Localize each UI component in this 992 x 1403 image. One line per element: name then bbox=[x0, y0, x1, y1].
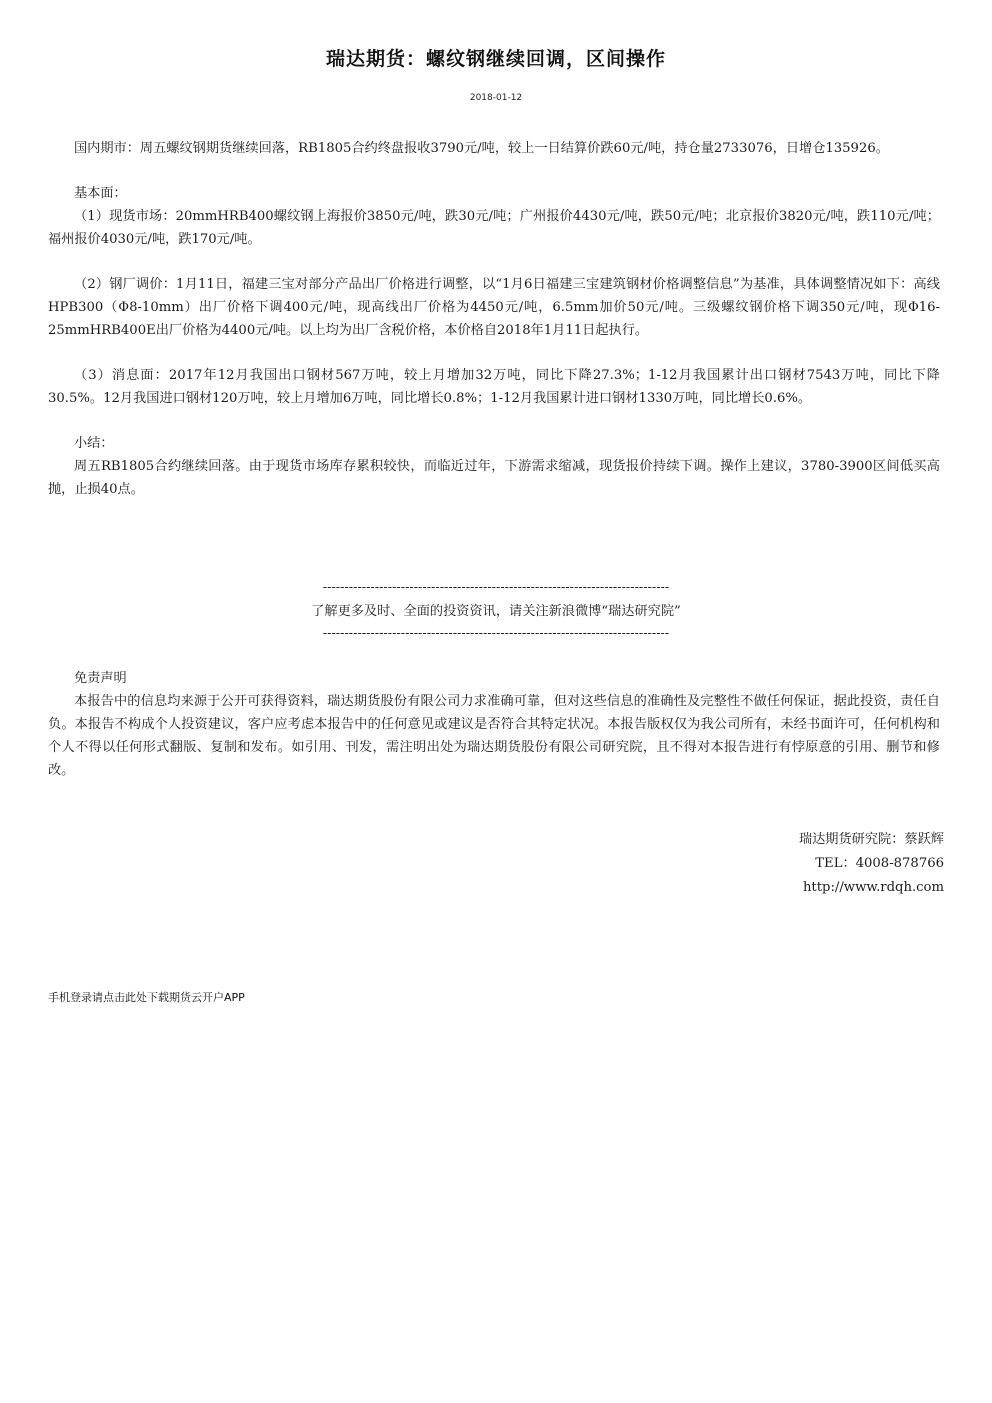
news-paragraph: （3）消息面：2017年12月我国出口钢材567万吨，较上月增加32万吨，同比下降27.3%；1-12月我国累计出口钢材7543万吨，同比下降30.5%。12月我国进口钢材120万吨，较上月增加6万吨，同比增长0.8%；1-12月我国累计进口钢材1330万吨，同比增长0.6%。 bbox=[48, 368, 940, 406]
follow-weibo-text: 了解更多及时、全面的投资资讯，请关注新浪微博“瑞达研究院” bbox=[311, 604, 681, 619]
signature-author: 瑞达期货研究院：蔡跃辉 bbox=[798, 832, 944, 847]
fundamentals-heading: 基本面： bbox=[74, 186, 127, 201]
report-date: 2018-01-12 bbox=[469, 93, 523, 103]
divider-bottom: -------------------------------------------------------------------------------- bbox=[322, 626, 670, 640]
disclaimer-heading: 免责声明 bbox=[74, 671, 127, 686]
disclaimer-text: 本报告中的信息均来源于公开可获得资料，瑞达期货股份有限公司力求准确可靠，但对这些信息的准确性及完整性不做任何保证，据此投资，责任自负。本报告不构成个人投资建议，客户应考虑本报告中的任何意见或建议是否符合其特定状况。本报告版权仅为我公司所有，未经书面许可，任何机构和个人不得以任何形式翻版、复制和发布。如引用、刊发，需注明出处为瑞达期货股份有限公司研究院，且不得对本报告进行有悖原意的引用、删节和修改。 bbox=[48, 694, 940, 778]
signature-tel: TEL：4008-878766 bbox=[815, 856, 944, 871]
divider-top: -------------------------------------------------------------------------------- bbox=[322, 580, 670, 594]
download-app-link[interactable]: 手机登录请点击此处下载期货云开户APP bbox=[48, 991, 245, 1004]
spot-market-paragraph: （1）现货市场：20mmHRB400螺纹钢上海报价3850元/吨，跌30元/吨；广州报价4430元/吨，跌50元/吨；北京报价3820元/吨，跌110元/吨；福州报价4030元/吨，跌170元/吨。 bbox=[48, 209, 940, 247]
disclaimer-section bbox=[48, 667, 940, 782]
mill-price-paragraph: （2）钢厂调价：1月11日，福建三宝对部分产品出厂价格进行调整，以“1月6日福建三宝建筑钢材价格调整信息”为基准，具体调整情况如下：高线HPB300（Φ8-10mm）出厂价格下调400元/吨，现高线出厂价格为4450元/吨，6.5mm加价50元/吨。三级螺纹钢价格下调350元/吨，现Φ16-25mmHRB400E出厂价格为4400元/吨。以上均为出厂含税价格，本价格自2018年1月11日起执行。 bbox=[48, 277, 940, 338]
report-title: 瑞达期货：螺纹钢继续回调，区间操作 bbox=[325, 48, 666, 70]
report-body bbox=[48, 137, 940, 501]
signature-block bbox=[644, 828, 944, 900]
summary-paragraph: 周五RB1805合约继续回落。由于现货市场库存累积较快，而临近过年，下游需求缩减，现货报价持续下调。操作上建议，3780-3900区间低买高抛，止损40点。 bbox=[48, 459, 940, 497]
domestic-market-paragraph: 国内期市：周五螺纹钢期货继续回落，RB1805合约终盘报收3790元/吨，较上一日结算价跌60元/吨，持仓量2733076，日增仓135926。 bbox=[74, 141, 889, 156]
signature-url[interactable]: http://www.rdqh.com bbox=[802, 880, 944, 895]
summary-heading: 小结： bbox=[74, 436, 114, 451]
